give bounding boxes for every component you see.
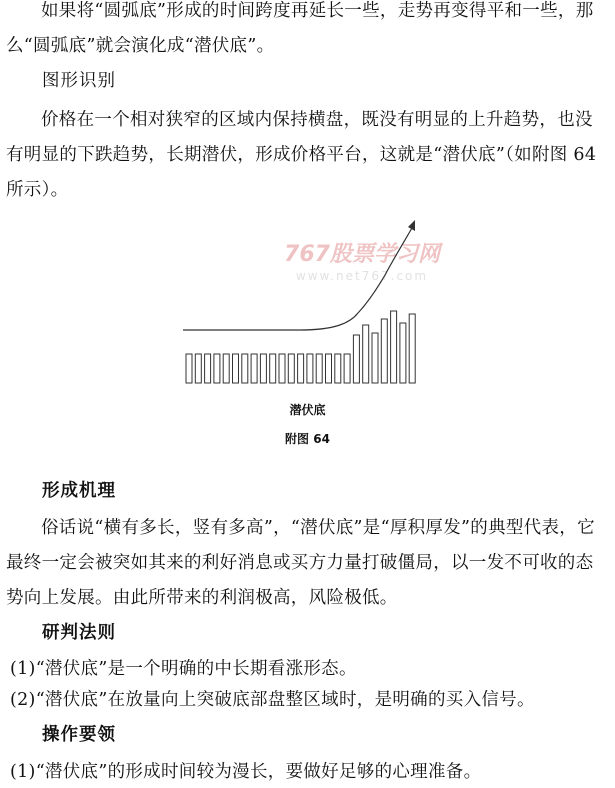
volume-bar — [381, 319, 387, 383]
volume-bar — [344, 354, 350, 383]
heading-recognition: 图形识别 — [42, 71, 116, 91]
volume-bar — [205, 354, 211, 383]
volume-bar — [307, 354, 313, 383]
volume-bar — [233, 354, 239, 383]
volume-bar — [353, 335, 359, 383]
volume-bar — [391, 311, 397, 383]
volume-bar — [223, 354, 229, 383]
volume-bar — [242, 354, 248, 383]
heading-mechanism: 形成机理 — [42, 481, 116, 501]
volume-bar — [363, 325, 369, 383]
volume-bar — [326, 354, 332, 383]
volume-bar — [260, 354, 266, 383]
volume-bar — [298, 354, 304, 383]
volume-bar — [316, 354, 322, 383]
volume-bar — [251, 354, 257, 383]
heading-operation: 操作要领 — [42, 725, 116, 745]
volume-bar — [335, 354, 341, 383]
volume-bar — [214, 354, 220, 383]
intro-paragraph: 如果将“圆弧底”形成的时间跨度再延长一些，走势再变得平和一些，那么“圆弧底”就会演化成“潜伏底”。 — [6, 1, 594, 56]
volume-bar — [270, 354, 276, 383]
volume-bar — [288, 354, 294, 383]
operation-item-1: (1)“潜伏底”的形成时间较为漫长，要做好足够的心理准备。 — [10, 762, 482, 782]
recognition-paragraph: 价格在一个相对狭窄的区域内保持横盘，既没有明显的上升趋势，也没有明显的下跌趋势，长期潜伏，形成价格平台，这就是“潜伏底”（如附图 64 所示）。 — [6, 110, 597, 200]
latent-bottom-figure — [0, 205, 615, 395]
figure-label: 潜伏底 — [289, 403, 326, 417]
volume-bars — [186, 311, 415, 383]
volume-bar — [186, 354, 192, 383]
volume-bar — [372, 333, 378, 383]
watermark-title: 767股票学习网 — [284, 242, 440, 267]
rule-item-1: (1)“潜伏底”是一个明确的中长期看涨形态。 — [10, 659, 357, 679]
heading-rules: 研判法则 — [42, 623, 116, 643]
volume-bar — [279, 354, 285, 383]
mechanism-paragraph: 俗话说“横有多长，竖有多高”，“潜伏底”是“厚积厚发”的典型代表，它最终一定会被突如其来的利好消息或买方力量打破僵局，以一发不可收的态势向上发展。由此所带来的利润极高，风险极低。 — [6, 518, 595, 608]
volume-bar — [409, 314, 415, 383]
watermark-url: www.net767.com — [295, 269, 429, 283]
rule-item-2: (2)“潜伏底”在放量向上突破底部盘整区域时，是明确的买入信号。 — [10, 690, 535, 710]
volume-bar — [195, 354, 201, 383]
figure-caption: 附图 64 — [285, 432, 330, 446]
volume-bar — [400, 323, 406, 383]
